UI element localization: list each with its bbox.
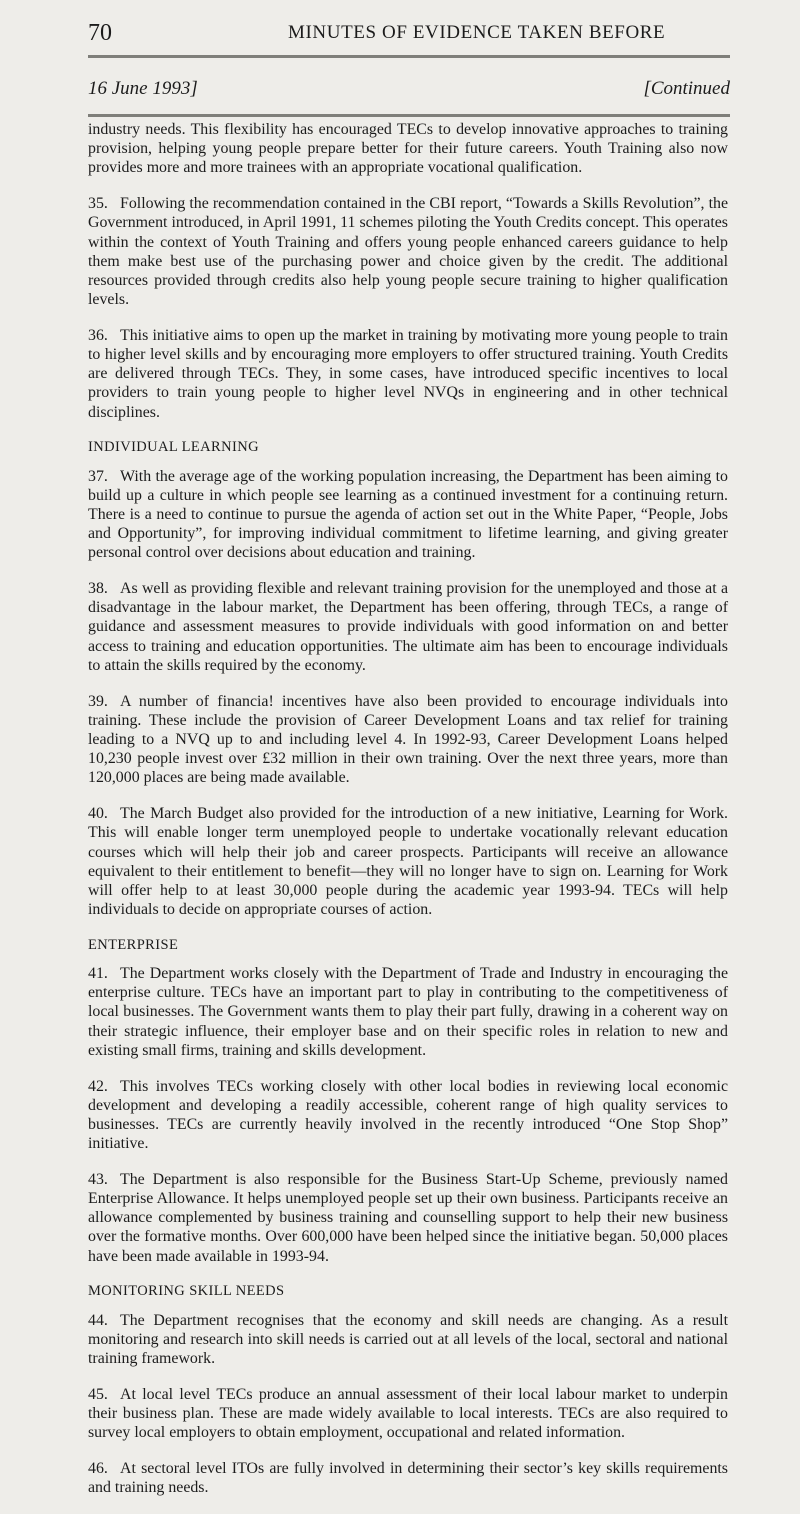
paragraph xyxy=(88,120,728,178)
paragraph-text: This initiative aims to open up the market in training by motivating more young people to train to higher level skills and by encouraging more employers to offer structured training. Youth Credits are delivered through TECs. They, in some cases, have introduced specific incentives to local providers to train young people to higher level NVQs in engineering and in other technical disciplines. xyxy=(88,326,728,421)
paragraph xyxy=(88,467,728,563)
page-number: 70 xyxy=(88,20,112,46)
paragraph-number: 41. xyxy=(88,965,108,983)
date-line xyxy=(88,78,730,100)
paragraph-text: At local level TECs produce an annual assessment of their local labour market to underpin their business plan. These are made widely available to local interests. TECs are also required to survey local employers to obtain employment, occupational and related information. xyxy=(88,1385,728,1442)
paragraph xyxy=(88,804,728,919)
paragraph-number: 42. xyxy=(88,1077,108,1095)
paragraph-text: The March Budget also provided for the introduction of a new initiative, Learning for Work. This will enable longer term unemployed people to undertake vocationally relevant education courses which will help their job and career prospects. Participants will receive an allowance equivalent to their entitlement to benefit—they will no longer have to sign on. Learning for Work will offer help to at least 30,000 people during the academic year 1993-94. TECs will help individuals to decide on appropriate courses of action. xyxy=(88,805,728,919)
paragraph xyxy=(88,1385,728,1443)
section-heading: MONITORING SKILL NEEDS xyxy=(88,1283,285,1300)
running-title: MINUTES OF EVIDENCE TAKEN BEFORE xyxy=(288,22,666,43)
paragraph-text: industry needs. This flexibility has encouraged TECs to develop innovative approaches to training provision, helping young people prepare better for their future careers. Youth Training also now provides more and more trainees with an appropriate vocational qualification. xyxy=(88,121,728,177)
hearing-date: 16 June 1993] xyxy=(88,78,198,99)
header-rule-bottom xyxy=(88,114,730,117)
paragraph xyxy=(88,1311,728,1369)
paragraph xyxy=(88,1170,728,1266)
body-text xyxy=(88,120,728,1514)
paragraph-text: At sectoral level ITOs are fully involved in determining their sector’s key skills requirements and training needs. xyxy=(88,1459,728,1496)
running-head xyxy=(88,20,730,50)
paragraph xyxy=(88,964,728,1060)
paragraph-text: Following the recommendation contained in the CBI report, “Towards a Skills Revolution”, the Government introduced, in April 1991, 11 schemes piloting the Youth Credits concept. This operates within the context of Youth Training and offers young people enhanced careers guidance to help them make best use of the purchasing power and choice given by the credit. The additional resources provided through credits also help young people secure training to higher qualification levels. xyxy=(88,195,728,309)
paragraph-text: With the average age of the working population increasing, the Department has been aiming to build up a culture in which people see learning as a continued investment for a continuing return. There is a need to continue to pursue the agenda of action set out in the White Paper, “People, Jobs and Opportunity”, for improving individual commitment to lifetime learning, and giving greater personal control over decisions about education and training. xyxy=(88,467,728,562)
paragraph-number: 35. xyxy=(88,195,108,213)
section-heading: ENTERPRISE xyxy=(88,936,179,953)
paragraph-number: 40. xyxy=(88,805,108,823)
paragraph-number: 36. xyxy=(88,326,108,344)
paragraph-number: 45. xyxy=(88,1385,108,1403)
header-rule-top xyxy=(88,55,730,58)
section-heading: INDIVIDUAL LEARNING xyxy=(88,439,259,456)
paragraph xyxy=(88,326,728,422)
paragraph-text: A number of financia! incentives have also been provided to encourage individuals into training. These include the provision of Career Development Loans and tax relief for training leading to a NVQ up to and including level 4. In 1992-93, Career Development Loans helped 10,230 people invest over £32 million in their own training. Over the next three years, more than 120,000 places are being made available. xyxy=(88,692,728,787)
paragraph-text: This involves TECs working closely with other local bodies in reviewing local economic development and developing a readily accessible, coherent range of high quality services to businesses. TECs are currently heavily involved in the recently introduced “One Stop Shop” initiative. xyxy=(88,1077,728,1153)
paragraph-number: 38. xyxy=(88,580,108,598)
paragraph xyxy=(88,692,728,788)
paragraph-text: The Department works closely with the Department of Trade and Industry in encouraging the enterprise culture. TECs have an important part to play in contributing to the competitiveness of local businesses. The Government wants them to play their part fully, drawing in a coherent way on their strategic influence, their employer base and on their specific roles in relation to new and existing small firms, training and skills development. xyxy=(88,965,728,1059)
paragraph-number: 46. xyxy=(88,1459,108,1477)
paragraph-text: As well as providing flexible and relevant training provision for the unemployed and those at a disadvantage in the labour market, the Department has been offering, through TECs, a range of guidance and assessment measures to provide individuals with good information on and better access to training and education opportunities. The ultimate aim has been to encourage individuals to attain the skills required by the economy. xyxy=(88,580,728,674)
paragraph xyxy=(88,579,728,675)
paragraph xyxy=(88,194,728,309)
paragraph-number: 44. xyxy=(88,1311,108,1329)
paragraph-number: 37. xyxy=(88,467,108,485)
paragraph-number: 43. xyxy=(88,1170,108,1188)
paragraph xyxy=(88,1077,728,1154)
continued-label: [Continued xyxy=(643,78,730,99)
paragraph-text: The Department recognises that the economy and skill needs are changing. As a result monitoring and research into skill needs is carried out at all levels of the local, sectoral and national training framework. xyxy=(88,1311,728,1367)
paragraph-number: 39. xyxy=(88,692,108,710)
paragraph xyxy=(88,1459,728,1497)
paragraph-text: The Department is also responsible for the Business Start-Up Scheme, previously named Enterprise Allowance. It helps unemployed people set up their own business. Participants receive an allowance complemented by business training and counselling support to help their new business over the formative months. Over 600,000 have been helped since the initiative began. 50,000 places have been made available in 1993-94. xyxy=(88,1170,728,1265)
